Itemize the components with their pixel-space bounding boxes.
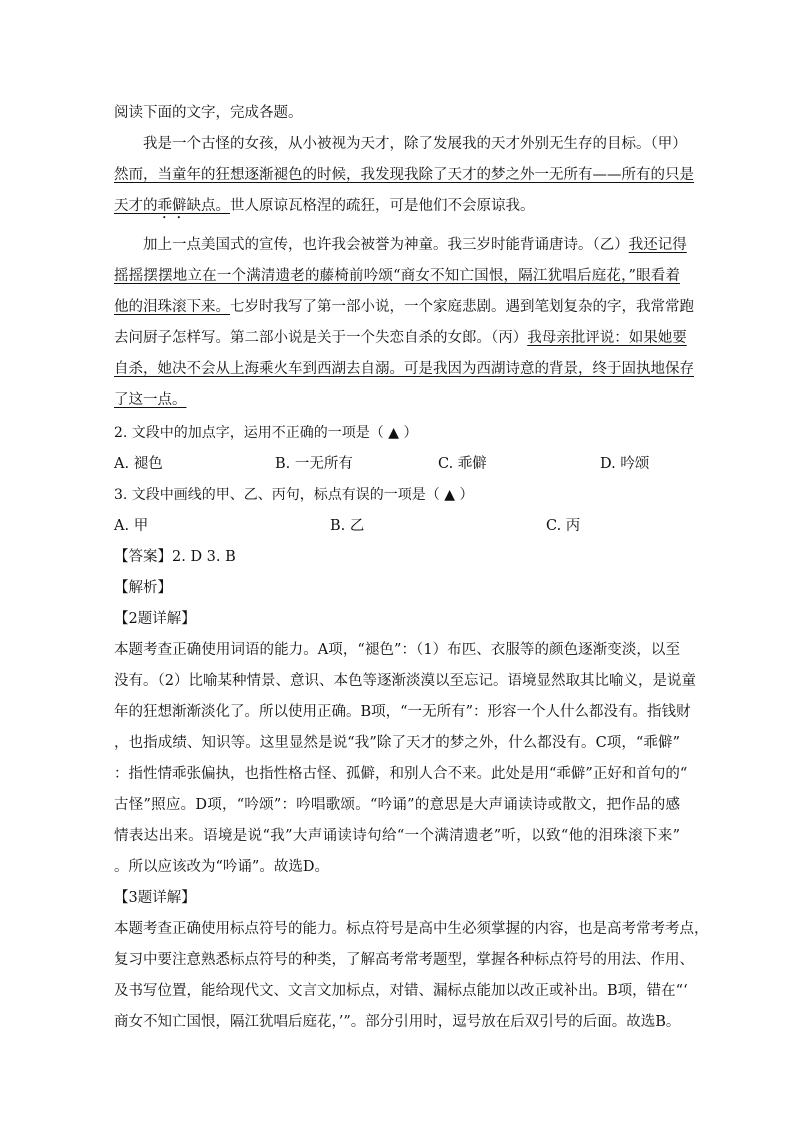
question-2-stem: 2. 文段中的加点字，运用不正确的一项是（ ▲ ） (114, 425, 418, 441)
passage-text: 然而，当童年的狂想逐渐褪色的时候，我发现我除了天才的梦之外一无所有——所有的只是 (114, 167, 694, 183)
q2-detail-line: 情表达出来。语境是说“我”大声诵读诗句给“一个满清遗老”听，以致“他的泪珠滚下来” (114, 828, 680, 844)
analysis-heading: 【解析】 (114, 580, 172, 596)
q3-detail-heading: 【3题详解】 (114, 890, 196, 906)
q3-detail-line: 本题考查正确使用标点符号的能力。标点符号是高中生必须掌握的内容，也是高考常考考点， (114, 921, 709, 937)
q2-detail-line: ：指性情乖张偏执，也指性格古怪、孤僻，和别人合不来。此处是用“乖僻”正好和首句的“ (114, 766, 688, 782)
q2-detail-line: 年的狂想渐渐淡化了。所以使用正确。B项，“一无所有”：形容一个人什么都没有。指钱财 (114, 704, 691, 720)
dotted-word-guaipi: 乖僻 (157, 198, 187, 214)
passage-line (114, 298, 694, 316)
q2-detail-line: 古怪”照应。D项，“吟颂”：吟唱歌颂。“吟诵”的意思是大声诵读诗或散文，把作品的感 (114, 797, 680, 813)
passage-line (114, 329, 687, 347)
passage-line-underlined-bing: 自杀，她决不会从上海乘火车到西湖去自溺。可是我因为西湖诗意的背景，终于固执地保存 (114, 361, 694, 377)
intro-instruction: 阅读下面的文字，完成各题。 (114, 105, 303, 121)
q2-detail-heading: 【2题详解】 (114, 611, 196, 627)
passage-line (114, 197, 680, 215)
passage-line: 我是一个古怪的女孩，从小被视为天才，除了发展我的天才外别无生存的目标。（甲） (143, 136, 687, 152)
passage-text: 世人原谅瓦格涅的疏狂，可是他们不会原谅我。 (230, 198, 535, 214)
q3-option-a: A. 甲 (114, 518, 149, 534)
q2-detail-line: ，也指成绩、知识等。这里显然是说“我”除了天才的梦之外，什么都没有。C项，“乖僻” (114, 735, 680, 751)
passage-text-underlined (114, 198, 230, 214)
question-3-stem: 3. 文段中画线的甲、乙、丙句，标点有误的一项是（ ▲ ） (114, 487, 474, 503)
q3-detail-line: 及书写位置，能给现代文、文言文加标点，对错、漏标点能加以改正或补出。B项，错在“‘ (114, 983, 688, 999)
q2-option-b: B. 一无所有 (275, 456, 353, 472)
passage-text-underlined-bing: 我母亲批评说：如果她要 (527, 330, 687, 346)
passage-text: 七岁时我写了第一部小说，一个家庭悲剧。遇到笔划复杂的字，我常常跑 (230, 299, 694, 315)
passage-text-underlined-yi: 我还记得 (628, 237, 687, 253)
passage-text: 去问厨子怎样写。第二部小说是关于一个失恋自杀的女郎。（丙） (114, 330, 528, 346)
q2-detail-line: 。所以应该改为“吟诵”。故选D。 (114, 859, 329, 875)
answer-line: 【答案】2. D 3. B (114, 549, 236, 565)
passage-line-underlined-jia (114, 166, 694, 184)
passage-line-underlined-bing: 了这一点。 (114, 392, 187, 408)
q3-option-c: C. 丙 (546, 518, 581, 534)
passage-text: 加上一点美国式的宣传，也许我会被誉为神童。我三岁时能背诵唐诗。（乙） (143, 237, 629, 253)
q3-option-b: B. 乙 (330, 518, 365, 534)
q2-option-c: C. 乖僻 (438, 456, 487, 472)
passage-line-underlined-yi: 摇摇摆摆地立在一个满清遗老的藤椅前吟颂“商女不知亡国恨，隔江犹唱后庭花，”眼看着 (114, 268, 680, 284)
passage-text: 缺点。 (186, 198, 230, 214)
q2-detail-line: 本题考查正确使用词语的能力。A项，“褪色”：（1）布匹、衣服等的颜色逐渐变淡，以至 (114, 642, 680, 658)
q2-option-a: A. 褪色 (114, 456, 163, 472)
q3-detail-line: 复习中要注意熟悉标点符号的种类，了解高考常考题型，掌握各种标点符号的用法、作用、 (114, 952, 694, 968)
passage-text: 天才的 (114, 198, 158, 214)
passage-text-underlined-yi: 他的泪珠滚下来。 (114, 299, 230, 315)
q3-detail-line: 商女不知亡国恨，隔江犹唱后庭花，’”。部分引用时，逗号放在后双引号的后面。故选B。 (114, 1014, 681, 1030)
q2-detail-line: 没有。（2）比喻某种情景、意识、本色等逐渐淡漠以至忘记。语境显然取其比喻义，是说童 (114, 673, 696, 689)
q2-option-d: D. 吟颂 (600, 456, 650, 472)
passage-line (143, 236, 687, 254)
